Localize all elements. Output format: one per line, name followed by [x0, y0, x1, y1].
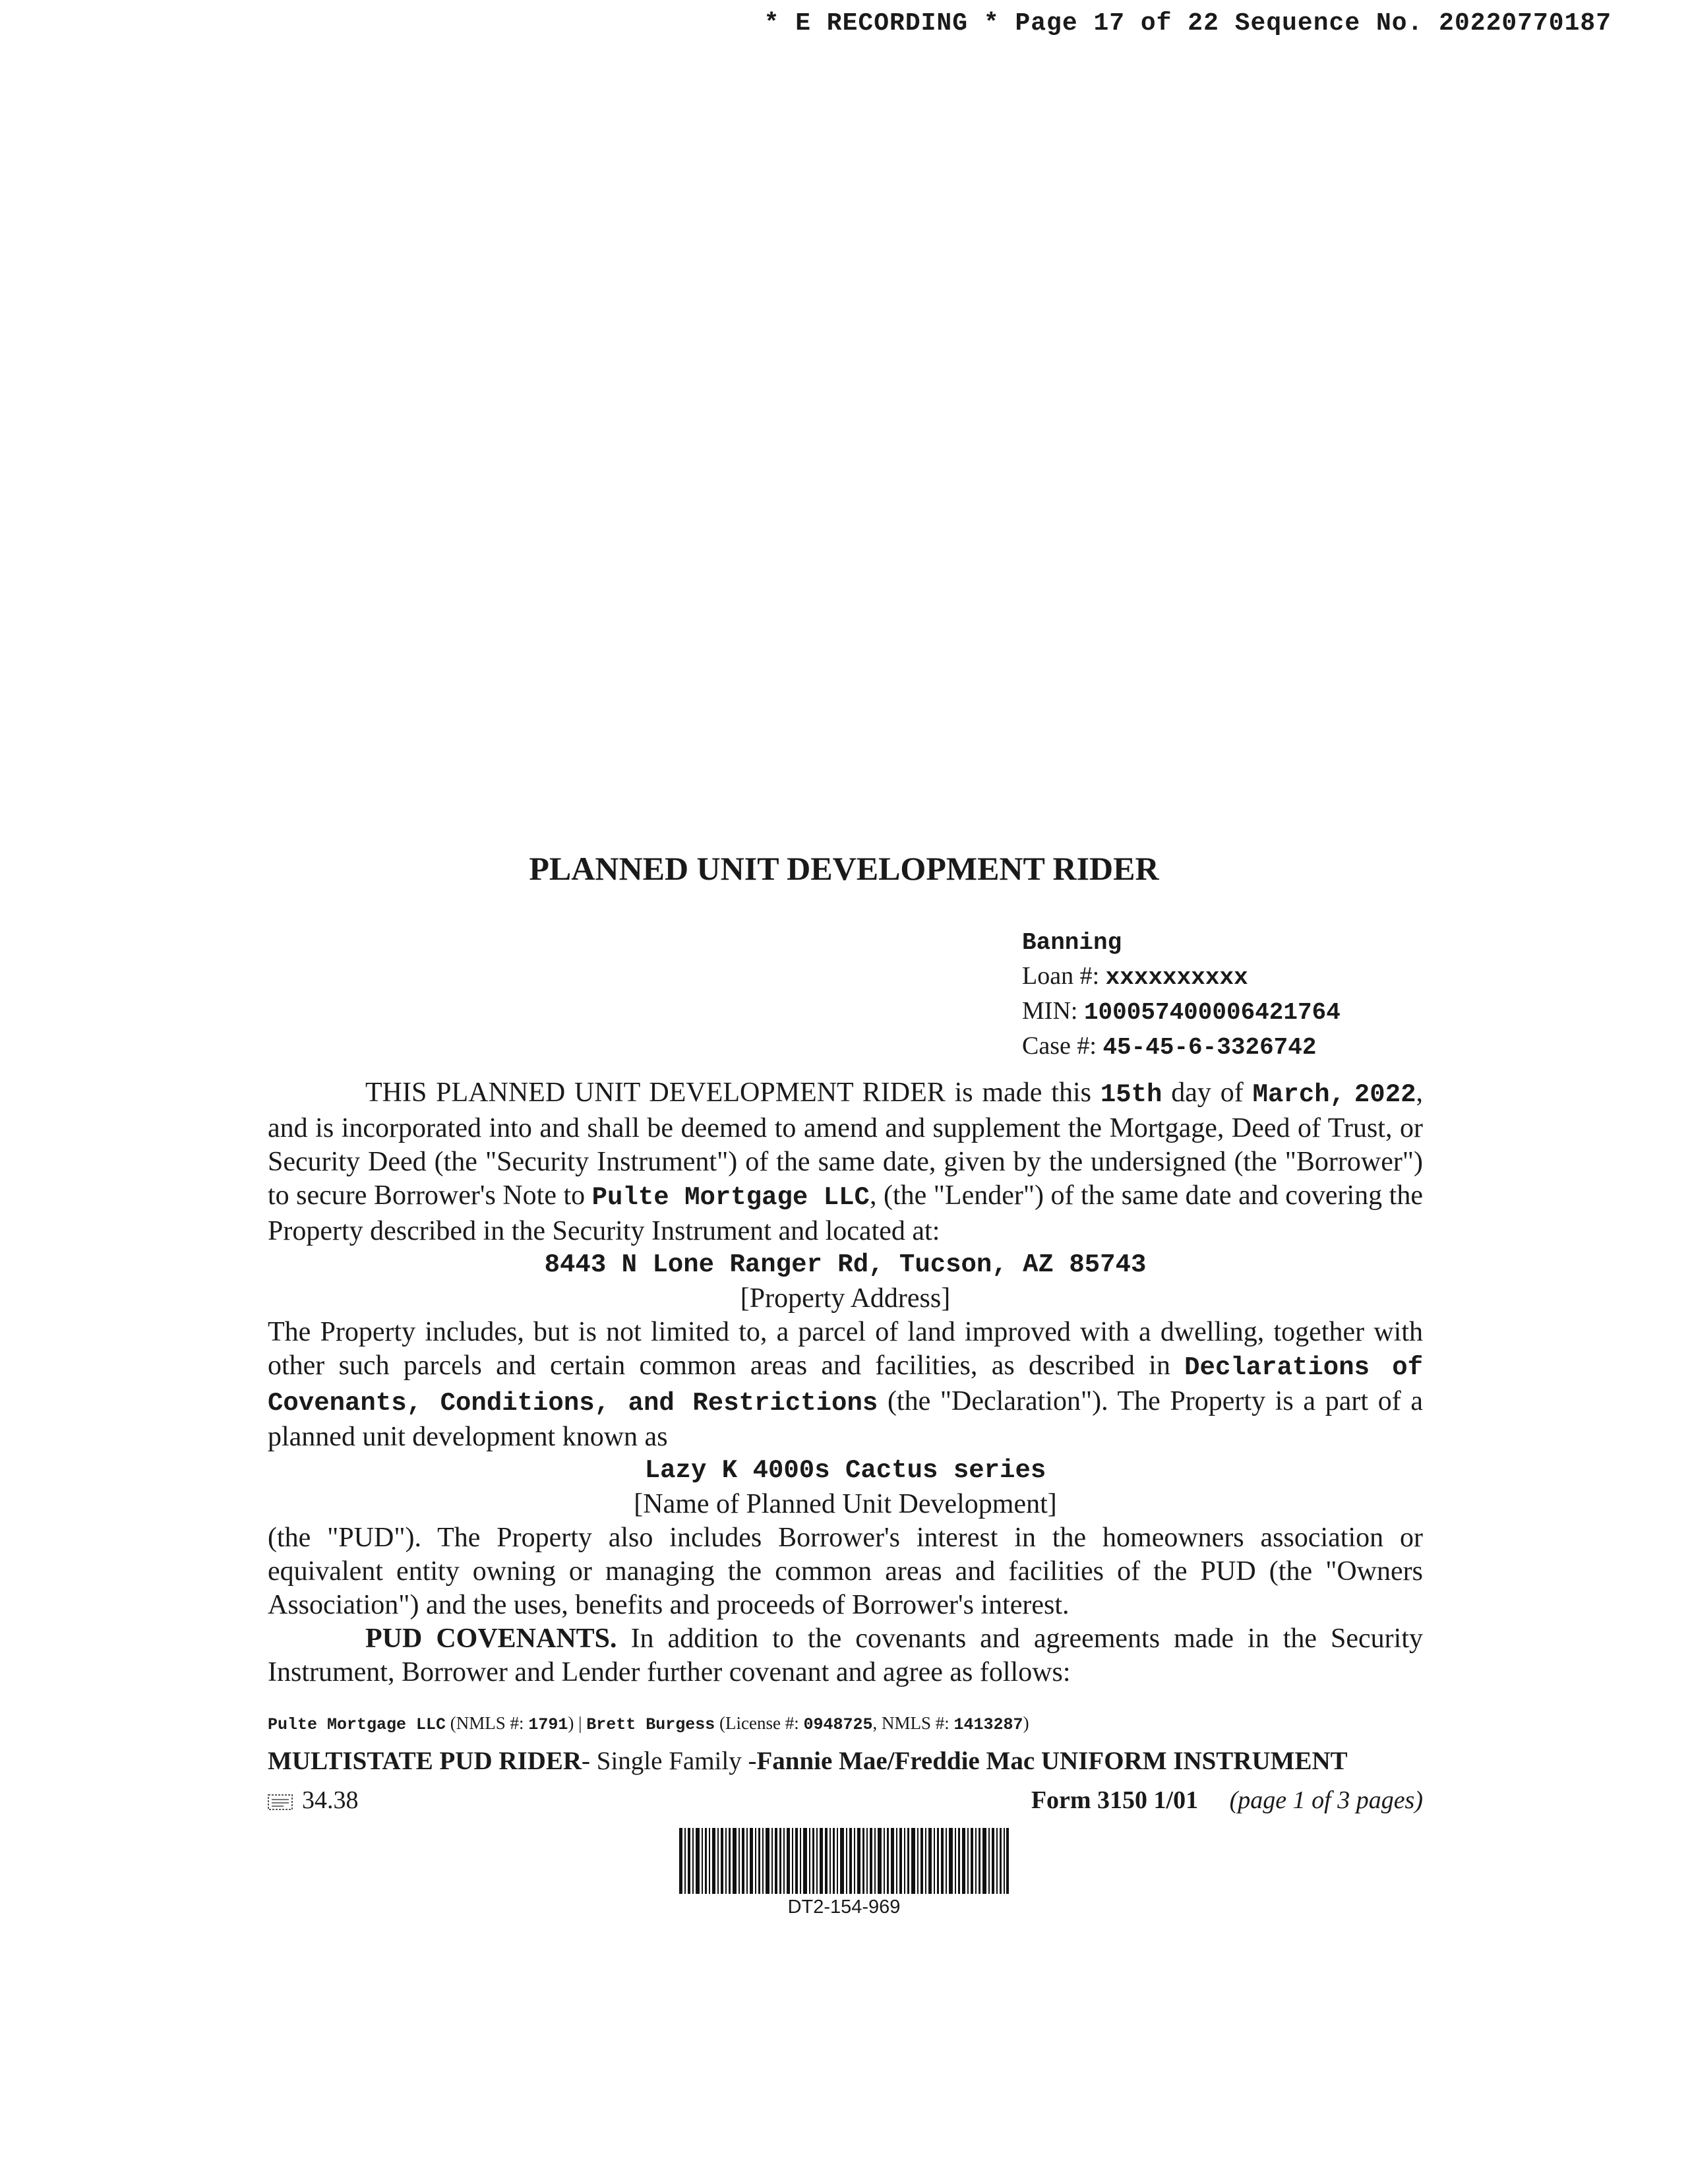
barcode-label: DT2-154-969 — [787, 1896, 901, 1918]
footer-originator-nmls: 1413287 — [953, 1715, 1023, 1734]
min-number: 100057400006421764 — [1083, 999, 1341, 1026]
covenants-paragraph — [268, 1622, 1423, 1689]
footer-originator-name: Brett Burgess — [586, 1715, 715, 1734]
footer-license-label: (License #: — [719, 1713, 799, 1733]
footer-lender-nmls-label: (NMLS #: — [450, 1713, 524, 1733]
footer-originator-close: ) — [1023, 1713, 1029, 1733]
declaration-name: Declarations of Covenants, Conditions, and Restrictions — [268, 1353, 1424, 1418]
loan-reference-block — [1022, 925, 1341, 1064]
footer-separator: | — [578, 1713, 582, 1733]
form-title-a: MULTISTATE PUD RIDER — [268, 1747, 582, 1775]
intro-text-d: , (the "Lender") of the same date and covering the Property described in the Security Instrument and located at: — [268, 1180, 1423, 1246]
pud-paragraph: (the "PUD"). The Property also includes Borrower's interest in the homeowners association or equivalent entity owning or managing the common areas and facilities of the PUD (the "Owners Association") and the uses, benefits and proceeds of Borrower's interest. — [268, 1523, 1423, 1620]
property-address-caption: [Property Address] — [740, 1283, 951, 1314]
case-label: Case #: — [1022, 1032, 1097, 1060]
footer-lender-nmls-close: ) — [568, 1713, 574, 1733]
borrower-name: Banning — [1022, 929, 1122, 956]
form-title-b: - Single Family - — [582, 1747, 757, 1775]
footer-originator-nmls-label: , NMLS #: — [872, 1713, 950, 1733]
recording-header: * E RECORDING * Page 17 of 22 Sequence No. 20220770187 — [764, 9, 1612, 38]
pud-name: Lazy K 4000s Cactus series — [644, 1456, 1046, 1485]
footer-lender-nmls: 1791 — [528, 1715, 568, 1734]
min-label: MIN: — [1022, 997, 1078, 1025]
loan-label: Loan #: — [1022, 962, 1100, 990]
rider-body — [268, 1076, 1423, 1689]
intro-text-b: day of — [1171, 1077, 1244, 1108]
intro-text-c: , and is incorporated into and shall be deemed to amend and supplement the Mortgage, Deed of Trust, or Security Deed (the "Security Instrument") of the same date, given by the undersigned (the "Borrower") to secure Borrower's Note to — [268, 1077, 1424, 1211]
rider-year: 2022 — [1354, 1080, 1416, 1109]
version-number: 34.38 — [302, 1786, 359, 1814]
footer-lender-name: Pulte Mortgage LLC — [268, 1715, 446, 1734]
document-title: PLANNED UNIT DEVELOPMENT RIDER — [529, 850, 1159, 887]
form-title-c: Fannie Mae/Freddie Mac UNIFORM INSTRUMENT — [756, 1747, 1348, 1775]
footer-lender-line — [268, 1713, 1029, 1734]
property-address: 8443 N Lone Ranger Rd, Tucson, AZ 85743 — [544, 1250, 1147, 1279]
rider-month: March, — [1252, 1080, 1346, 1109]
page-info: (page 1 of 3 pages) — [1229, 1786, 1423, 1814]
version-stamp-icon — [268, 1794, 293, 1810]
form-title-line — [268, 1746, 1348, 1776]
property-text-a: The Property includes, but is not limited to, a parcel of land improved with a dwelling, together with other such parcels and certain common areas and facilities, as described in — [268, 1317, 1423, 1381]
form-page-block — [1031, 1786, 1423, 1815]
intro-text-a: THIS PLANNED UNIT DEVELOPMENT RIDER is made this — [365, 1077, 1091, 1108]
intro-paragraph — [268, 1076, 1423, 1248]
footer-license-number: 0948725 — [803, 1715, 873, 1734]
case-number: 45-45-6-3326742 — [1102, 1034, 1317, 1061]
lender-name: Pulte Mortgage LLC — [591, 1183, 870, 1212]
version-block — [268, 1786, 359, 1815]
loan-number: xxxxxxxxxx — [1105, 964, 1248, 991]
covenants-heading: PUD COVENANTS. — [365, 1623, 617, 1654]
form-number: Form 3150 1/01 — [1031, 1786, 1199, 1814]
barcode-image — [679, 1828, 1009, 1894]
covenants-text: In addition to the covenants and agreements made in the Security Instrument, Borrower and Lender further covenant and agree as follows: — [268, 1623, 1424, 1687]
pud-name-caption: [Name of Planned Unit Development] — [634, 1489, 1057, 1519]
property-text-b: (the "Declaration"). The Property is a part of a planned unit development known as — [268, 1386, 1424, 1452]
rider-day: 15th — [1100, 1080, 1162, 1109]
property-paragraph — [268, 1316, 1423, 1454]
